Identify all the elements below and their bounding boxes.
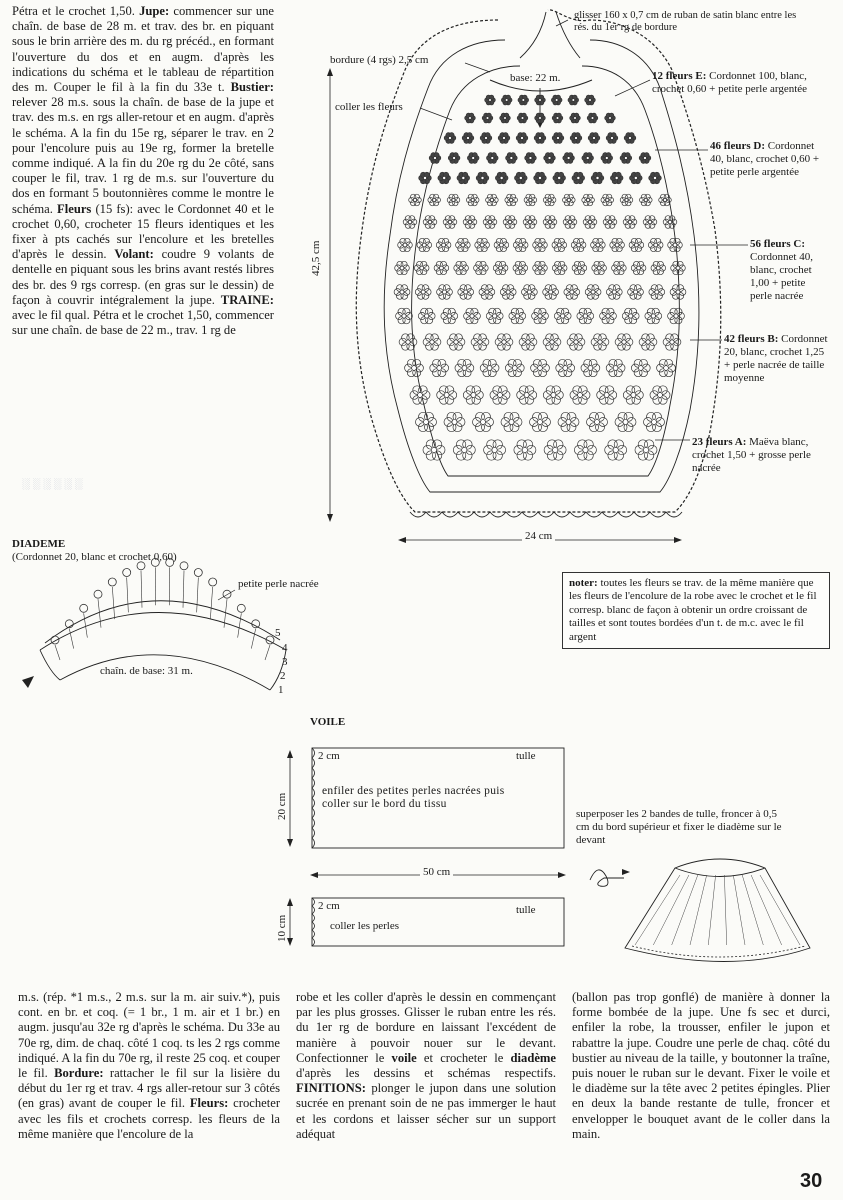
flower-mark: [458, 285, 474, 300]
note-box: noter: toutes les fleurs se trav. de la même manière que les fleurs de l'encolure de la robe avec le crochet et le fil corresp. blanc de façon à obtenir un ordre croissant de tailles et sont toutes bordées d'un t. de m.c. avec le fil argent: [562, 572, 830, 649]
flower-mark: [482, 113, 493, 123]
voile-title: VOILE: [310, 716, 346, 728]
flower-mark: [558, 412, 579, 431]
flower-mark: [570, 386, 590, 404]
height-arrow-bottom: [327, 514, 333, 522]
flower-mark: [534, 172, 547, 184]
diademe-row-2: 2: [280, 670, 286, 682]
flower-mark: [506, 153, 518, 164]
flower-mark: [657, 359, 676, 376]
flower-mark: [437, 386, 457, 404]
flower-mark: [517, 386, 537, 404]
flower-mark: [465, 113, 476, 123]
flower-mark: [513, 261, 528, 274]
flower-mark: [533, 261, 548, 274]
coller-fleurs-label: coller les fleurs: [335, 101, 403, 113]
diademe-pearl: [180, 562, 188, 570]
ribbon-label: glisser 160 x 0,7 cm de ruban de satin blanc entre les rés. du 1er rg de bordure: [574, 10, 797, 33]
bottom-column-1: m.s. (rép. *1 m.s., 2 m.s. sur la m. air suiv.*), puis cont. en br. et coq. (= 1 br., 1 m. air et 1 br.) en augm. jusqu'au 32e rg d'après le schéma. Du 33e au 70e rg, dim. de chaq. côté 1 coq. ts les 2 rgs comme indiqué. A la fin du 70e rg, il reste 25 coq. et couper le fil. Bordure: rattacher le fil sur la lisière du début du 1er rg et trav. 4 rgs aller-retour sur 3 côtés (en gras) avant de couper le fil. Fleurs: crocheter avec les fils et crochets corresp. les fleurs de la même manière que l'encolure de la: [18, 990, 281, 1141]
flower-mark: [587, 412, 608, 431]
flower-mark: [570, 113, 581, 123]
flower-mark: [570, 133, 582, 144]
diademe-pearl: [237, 604, 245, 612]
veil-outline: [625, 859, 810, 962]
bordure-label: bordure (4 rgs) 2,5 cm: [330, 54, 429, 66]
flower-mark: [535, 113, 546, 123]
voile-r2-cm: 2 cm: [318, 900, 340, 912]
flower-mark: [553, 172, 566, 184]
flower-mark: [417, 238, 432, 251]
bottom-column-2: robe et les coller d'après le dessin en commençant par les plus grosses. Glisser le ruban entre les rés. du 1er rg de bordure en laissant l'excédent de manière à pouvoir nouer sur le devant. Confectionner le voile et crocheter le diadème d'après les dessins et schémas respectifs. FINITIONS: plonger le jupon dans une solution sucrée en prenant soin de ne pas immerger le haut et les cordons et laisser sécher sur un support adéquat: [296, 990, 557, 1141]
flower-mark: [585, 95, 596, 105]
flower-mark: [645, 308, 662, 324]
flower-mark: [480, 359, 499, 376]
flower-mark: [649, 285, 665, 300]
flower-mark: [668, 308, 685, 324]
flower-mark: [534, 133, 546, 144]
flower-mark: [398, 238, 413, 251]
flower-mark: [531, 359, 550, 376]
height-label: 42,5 cm: [310, 240, 322, 276]
voile-r1-tulle: tulle: [516, 750, 536, 762]
flower-mark: [582, 153, 594, 164]
flower-mark: [500, 285, 516, 300]
flower-mark: [464, 308, 481, 324]
flower-mark: [409, 194, 422, 206]
diademe-base-label: chaîn. de base: 31 m.: [100, 665, 193, 677]
flower-mark: [552, 113, 563, 123]
flower-mark: [532, 308, 549, 324]
flower-mark: [463, 216, 477, 229]
flower-mark: [447, 334, 465, 350]
flower-mark: [563, 216, 577, 229]
flower-mark: [552, 238, 567, 251]
flower-mark: [601, 153, 613, 164]
flower-mark: [571, 238, 586, 251]
flower-mark: [639, 153, 651, 164]
flower-mark: [457, 172, 470, 184]
flower-mark: [487, 153, 499, 164]
voile-width: 50 cm: [420, 866, 453, 879]
flower-mark: [475, 238, 490, 251]
flower-mark: [438, 172, 451, 184]
flower-label-c: 56 fleurs C: Cordonnet 40, blanc, crochet 1,00 + petite perle nacrée: [750, 238, 813, 302]
flower-mark: [581, 359, 600, 376]
flower-mark: [513, 238, 528, 251]
flower-mark: [405, 359, 424, 376]
flower-mark: [552, 261, 567, 274]
flower-mark: [543, 285, 559, 300]
flower-mark: [556, 359, 575, 376]
flower-mark: [543, 334, 561, 350]
flower-mark: [615, 412, 636, 431]
flower-mark: [495, 334, 513, 350]
diademe-row-3: 3: [282, 656, 288, 668]
flower-mark: [453, 440, 475, 460]
flower-mark: [543, 194, 556, 206]
flower-mark: [572, 172, 585, 184]
flower-mark: [444, 412, 465, 431]
voile-r2-text: coller les perles: [330, 920, 400, 932]
flower-mark: [467, 153, 479, 164]
flower-mark: [585, 285, 601, 300]
flower-mark: [587, 113, 598, 123]
flower-mark: [514, 440, 536, 460]
flower-mark: [623, 386, 643, 404]
flower-mark: [448, 153, 460, 164]
flower-mark: [605, 440, 627, 460]
flower-mark: [522, 285, 538, 300]
flower-mark: [466, 194, 479, 206]
diademe-title: DIADEME: [12, 538, 66, 550]
flower-mark: [444, 133, 456, 144]
flower-mark: [500, 113, 511, 123]
flower-mark: [479, 285, 495, 300]
flower-mark: [643, 216, 657, 229]
flower-mark: [501, 412, 522, 431]
flower-mark: [486, 308, 503, 324]
voile-r1-height: 20 cm: [276, 792, 288, 820]
voile-r2-height: 10 cm: [276, 914, 288, 942]
flower-mark: [474, 261, 489, 274]
flower-mark: [564, 285, 580, 300]
dress-bottom-scallop: [410, 512, 682, 517]
flower-mark: [456, 238, 471, 251]
flower-mark: [574, 440, 596, 460]
diademe-pearl: [51, 636, 59, 644]
flower-mark: [624, 133, 636, 144]
voile-r1-cm: 2 cm: [318, 750, 340, 762]
flower-mark: [530, 412, 551, 431]
flower-mark: [486, 194, 499, 206]
flower-mark: [471, 334, 489, 350]
flower-mark: [629, 238, 644, 251]
flower-mark: [623, 216, 637, 229]
flower-mark: [663, 216, 677, 229]
width-label: 24 cm: [522, 530, 555, 543]
flower-mark: [630, 172, 643, 184]
flower-label-d: 46 fleurs D: Cordonnet 40, blanc, crochet 0,60 + petite perle argentée: [710, 140, 820, 178]
base-label: base: 22 m.: [510, 72, 561, 84]
flower-mark: [577, 308, 594, 324]
diademe-pearl: [108, 578, 116, 586]
flower-mark: [505, 359, 524, 376]
flower-mark: [493, 261, 508, 274]
bottom-column-3: (ballon pas trop gonflé) de manière à donner la forme bombée de la jupe. Une fs sec et durci, enfiler la robe, la trousser, enfiler le jupon et rabattre la jupe. Coudre une perle de chaq. côté du bustier au niveau de la taille, y boutonner la traîne, puis nouer le ruban sur le devant. Fixer le voile et le diadème sur la tête avec 2 petites épingles. Plier en deux la bande restante de tulle, froncer et envelopper le bouquet avant de le coller dans la main.: [572, 990, 830, 1141]
flower-mark: [605, 113, 616, 123]
flower-mark: [635, 440, 657, 460]
diademe-row-4: 4: [282, 642, 288, 654]
flower-mark: [554, 308, 571, 324]
diademe-subtitle: (Cordonnet 20, blanc et crochet 0,60): [12, 551, 177, 563]
flower-rows: [394, 95, 686, 460]
diademe-row-1: 1: [278, 684, 284, 696]
flower-mark: [396, 308, 413, 324]
flower-mark: [403, 216, 417, 229]
flower-mark: [437, 285, 453, 300]
flower-mark: [463, 386, 483, 404]
diademe-pearl: [123, 569, 131, 577]
flower-mark: [476, 172, 489, 184]
flower-mark: [423, 334, 441, 350]
flower-mark: [462, 133, 474, 144]
flower-mark: [429, 153, 441, 164]
flower-mark: [601, 194, 614, 206]
flower-mark: [544, 440, 566, 460]
diademe-perle-label: petite perle nacrée: [238, 578, 319, 590]
flower-mark: [631, 261, 646, 274]
flower-mark: [606, 285, 622, 300]
flower-mark: [473, 412, 494, 431]
flower-mark: [394, 285, 410, 300]
diademe-pearl: [80, 604, 88, 612]
flower-mark: [447, 194, 460, 206]
flower-mark: [501, 95, 512, 105]
flower-mark: [622, 308, 639, 324]
flower-mark: [551, 95, 562, 105]
flower-mark: [606, 359, 625, 376]
flower-mark: [525, 153, 537, 164]
voile-right-text: superposer les 2 bandes de tulle, froncer à 0,5 cm du bord supérieur et fixer le diadème sur le devant: [576, 808, 782, 846]
ribbon-left: [520, 12, 546, 58]
flower-mark: [567, 334, 585, 350]
flower-mark: [648, 238, 663, 251]
diademe-pearl: [223, 590, 231, 598]
flower-mark: [533, 238, 548, 251]
flower-label-e: 12 fleurs E: Cordonnet 100, blanc, crochet 0,60 + petite perle argentée: [652, 70, 808, 95]
flower-mark: [516, 133, 528, 144]
voile-r2-tulle: tulle: [516, 904, 536, 916]
height-arrow-top: [327, 68, 333, 76]
ghost-text: ░ ░ ░ ░ ░ ░: [22, 478, 83, 490]
flower-mark: [639, 334, 657, 350]
flower-mark: [615, 334, 633, 350]
flower-mark: [523, 216, 537, 229]
flower-mark: [515, 172, 528, 184]
flower-mark: [415, 285, 431, 300]
flower-mark: [480, 133, 492, 144]
flower-mark: [670, 285, 686, 300]
diademe-pearl: [94, 590, 102, 598]
flower-mark: [518, 95, 529, 105]
flower-mark: [535, 95, 546, 105]
flower-mark: [494, 238, 509, 251]
flower-mark: [651, 261, 666, 274]
flower-mark: [428, 194, 441, 206]
flower-mark: [631, 359, 650, 376]
flower-mark: [443, 216, 457, 229]
flower-mark: [434, 261, 449, 274]
flower-mark: [603, 216, 617, 229]
flower-mark: [455, 359, 474, 376]
flower-mark: [524, 194, 537, 206]
flower-mark: [485, 95, 496, 105]
flower-mark: [592, 261, 607, 274]
flower-mark: [505, 194, 518, 206]
width-arrow-left: [398, 537, 406, 543]
flower-mark: [572, 261, 587, 274]
flower-mark: [543, 216, 557, 229]
flower-mark: [519, 334, 537, 350]
flower-mark: [483, 216, 497, 229]
flower-mark: [490, 386, 510, 404]
flower-mark: [517, 113, 528, 123]
flower-mark: [583, 216, 597, 229]
flower-label-a: 23 fleurs A: Maëva blanc, crochet 1,50 + grosse perle nacrée: [692, 436, 811, 474]
flower-mark: [644, 412, 665, 431]
voile-r1-text: enfiler des petites perles nacrées puis coller sur le bord du tissu: [322, 785, 505, 810]
flower-mark: [414, 261, 429, 274]
flower-mark: [568, 95, 579, 105]
flower-mark: [606, 133, 618, 144]
flower-mark: [649, 172, 662, 184]
flower-mark: [582, 194, 595, 206]
left-column-text: Pétra et le crochet 1,50. Jupe: commencer sur une chaîn. de base de 28 m. et trav. des br. en piquant sous le brin arrière des m. du rg précéd., en formant l'ouverture du dos et en augm. d'après les indications du schéma et le tableau de répartition des m. Couper le fil à la fin du 33e t. Bustier: relever 28 m.s. sous la chaîn. de base de la jupe et trav. des m.s. en rgs aller-retour et en augm. d'après le schéma. A la fin du 15e rg, séparer le trav. en 2 pour l'encolure puis au 19e rg, former la bretelle comme indiqué. A la fin du 20e rg du 2e côté, sans couper le fil, trav. 1 rg de m.s. sur l'ouverture du dos en formant 5 boutonnières comme le montre le schéma. Fleurs (15 fs): avec le Cordonnet 40 et le crochet 0,60, crocheter 15 fleurs identiques et les fixer à pts cachés sur l'encolure et les bretelles d'après le dessin. Volant: coudre 9 volants de dentelle en piquant sous les brins avant restés libres des br. des 9 rgs corresp. (en gras sur le dessin) de façon à couvrir intégralement la jupe. TRAINE: avec le fil qual. Pétra et le crochet 1,50, commencer sur une chaîn. de base de 22 m., trav. 1 rg de: [12, 4, 275, 338]
flower-mark: [423, 216, 437, 229]
flower-mark: [544, 153, 556, 164]
flower-mark: [597, 386, 617, 404]
flower-mark: [441, 308, 458, 324]
flower-mark: [436, 238, 451, 251]
flower-mark: [509, 308, 526, 324]
diademe-pearl: [252, 620, 260, 628]
flower-mark: [640, 194, 653, 206]
flower-mark: [454, 261, 469, 274]
flower-mark: [495, 172, 508, 184]
diademe-pearl: [194, 569, 202, 577]
width-arrow-right: [674, 537, 682, 543]
flower-mark: [620, 194, 633, 206]
flower-label-b: 42 fleurs B: Cordonnet 20, blanc, crochet 1,25 + perle nacrée de taille moyenne: [724, 333, 828, 384]
flower-mark: [600, 308, 617, 324]
flower-mark: [395, 261, 410, 274]
flower-mark: [399, 334, 417, 350]
flower-mark: [610, 238, 625, 251]
flower-mark: [591, 172, 604, 184]
flower-mark: [628, 285, 644, 300]
flower-mark: [419, 172, 432, 184]
flower-mark: [503, 216, 517, 229]
flower-mark: [418, 308, 435, 324]
flower-mark: [610, 172, 623, 184]
flower-mark: [620, 153, 632, 164]
flower-mark: [498, 133, 510, 144]
flower-mark: [650, 386, 670, 404]
flower-mark: [430, 359, 449, 376]
page-number: 30: [800, 1170, 823, 1192]
flower-mark: [484, 440, 506, 460]
flower-mark: [552, 133, 564, 144]
flower-mark: [588, 133, 600, 144]
flower-mark: [591, 238, 606, 251]
flower-mark: [563, 153, 575, 164]
diademe-pearl: [209, 578, 217, 586]
flower-mark: [563, 194, 576, 206]
flower-mark: [543, 386, 563, 404]
diademe-row-5: 5: [275, 627, 281, 639]
flower-mark: [612, 261, 627, 274]
flower-mark: [591, 334, 609, 350]
